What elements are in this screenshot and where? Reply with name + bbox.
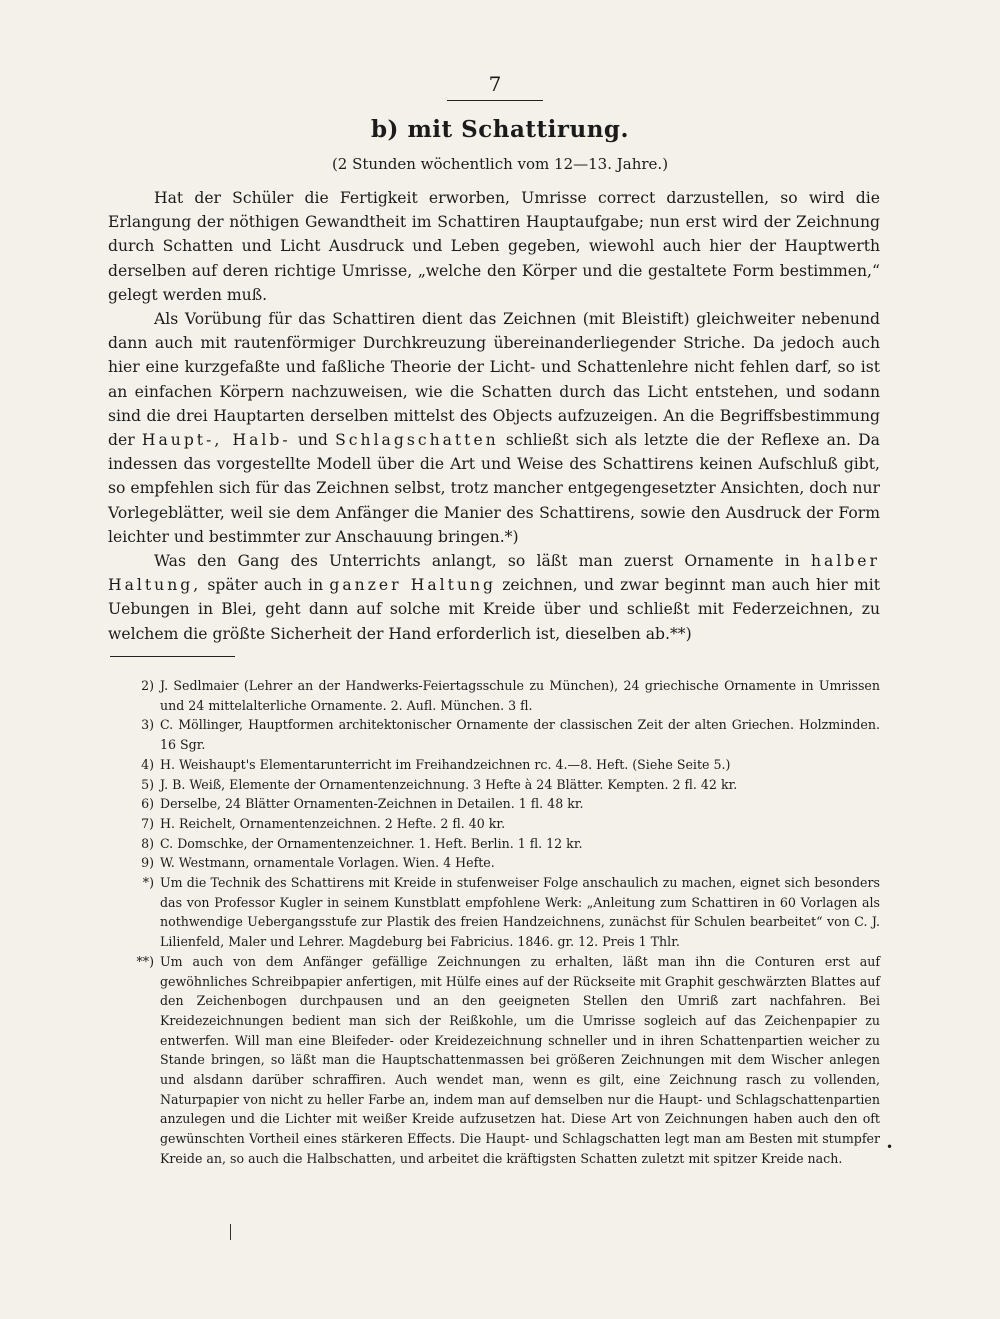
footnote-8 [110, 834, 880, 854]
term-ganzer-haltung: ganzer Haltung [329, 576, 497, 595]
footnote-mark: 9) [141, 855, 154, 871]
footnote-mark: 6) [141, 796, 154, 812]
footnote-text: Derselbe, 24 Blätter Ornamenten-Zeichnen in Detailen. 1 fl. 48 kr. [160, 796, 584, 812]
footnote-divider [110, 656, 235, 657]
paragraph-3-part-c: später auch in [207, 576, 324, 595]
footnote-mark: 7) [141, 815, 154, 831]
footnotes [110, 676, 880, 1169]
footnote-text: J. Sedlmaier (Lehrer an der Handwerks-Feiertagsschule zu München), 24 griechische Ornamente in Umrissen und 24 mittelalterliche Ornamente. 2. Aufl. München. 3 fl. [160, 678, 880, 713]
page-number: 7 [447, 72, 543, 101]
footnote-mark: 4) [141, 756, 154, 772]
term-halber-haltung: halber Haltung, [108, 552, 880, 595]
footnote-mark: 2) [141, 678, 154, 693]
footnote-mark: **) [136, 953, 154, 969]
footnote-text: C. Domschke, der Ornamentenzeichner. 1. Heft. Berlin. 1 fl. 12 kr. [160, 835, 583, 851]
footnote-9 [110, 853, 880, 873]
paragraph-2-part-a: Als Vorübung für das Schattiren dient das Zeichnen (mit Bleistift) gleichweiter nebenund dann auch mit rautenförmiger Durchkreuzung übereinanderliegender Striche. Da jedoch auch hier eine kurzgefaßte und faßliche Theorie der Licht- und Schattenlehre nicht fehlen darf, so ist an einfachen Körpern nachzuweisen, wie die Schatten durch das Licht entstehen, und sodann sind die drei Hauptarten derselben mittelst des Objects aufzuzeigen. An die Begriffsbestimmung der [108, 310, 880, 450]
footnote-mark: 3) [141, 717, 154, 733]
paragraph-3 [108, 549, 880, 646]
footnote-mark: 8) [141, 835, 154, 851]
paragraph-1: Hat der Schüler die Fertigkeit erworben, Umrisse correct darzustellen, so wird die Erlangung der nöthigen Gewandtheit im Schattiren Hauptaufgabe; nun erst wird der Zeichnung durch Schatten und Licht Ausdruck und Leben gegeben, wiewohl auch hier der Hauptwerth derselben auf deren richtige Umrisse, „welche den Körper und die gestaltete Form bestimmen,“ gelegt werden muß. [108, 189, 880, 304]
footnote-3 [110, 715, 880, 754]
footnote-text: Um auch von dem Anfänger gefällige Zeichnungen zu erhalten, läßt man ihn die Conturen erst auf gewöhnliches Schreibpapier anfertigen, mit Hülfe eines auf der Rückseite mit Graphit geschwärzten Blattes auf den Zeichenbogen durchpausen und an den geeigneten Stellen den Umriß zart nachfahren. Bei Kreidezeichnungen bedient man sich der Reißkohle, um die Umrisse sogleich auf das Zeichenpapier zu entwerfen. Will man eine Bleifeder- oder Kreidezeichnung schneller und in ihren Schattenpartien weicher zu Stande bringen, so läßt man die Hauptschattenmassen bei größeren Zeichnungen mit dem Wischer anlegen und alsdann darüber schraffiren. Auch wendet man, wenn es gilt, eine Zeichnung rasch zu vollenden, Naturpapier von nicht zu heller Farbe an, indem man auf demselben nur die Haupt- und Schlagschattenpartien anzulegen und die Lichter mit weißer Kreide aufzusetzen hat. Diese Art von Zeichnungen haben auch den oft gewünschten Vortheil eines stärkeren Effects. Die Haupt- und Schlagschatten legt man am Besten mit stumpfer Kreide an, so auch die Halbschatten, und arbeitet die kräftigsten Schatten zuletzt mit spitzer Kreide nach. [160, 953, 880, 1166]
footnote-text: W. Westmann, ornamentale Vorlagen. Wien. 4 Hefte. [160, 855, 495, 871]
paragraph-2-und: und [297, 431, 328, 450]
footnote-mark: 5) [141, 776, 154, 792]
body-text [108, 186, 880, 646]
footnote-text: J. B. Weiß, Elemente der Ornamentenzeichnung. 3 Hefte à 24 Blätter. Kempten. 2 fl. 42 kr. [160, 776, 738, 792]
section-subheading: (2 Stunden wöchentlich vom 12—13. Jahre.) [331, 155, 669, 173]
footnote-text: H. Reichelt, Ornamentenzeichnen. 2 Hefte. 2 fl. 40 kr. [160, 815, 506, 831]
paragraph-3-part-a: Was den Gang des Unterrichts anlangt, so läßt man zuerst Ornamente in [154, 552, 800, 571]
term-schlagschatten: Schlagschatten [335, 431, 499, 450]
paragraph-2 [108, 307, 880, 549]
footnote-2 [110, 676, 880, 715]
footnote-6 [110, 794, 880, 814]
footnote-text: H. Weishaupt's Elementarunterricht im Freihandzeichnen rc. 4.—8. Heft. (Siehe Seite 5.) [160, 756, 731, 772]
footnote-4 [110, 755, 880, 775]
footnote-mark: *) [142, 875, 154, 891]
term-haupt-halb: Haupt-, Halb- [141, 431, 291, 450]
footnote-7 [110, 814, 880, 834]
footnote-5 [110, 775, 880, 795]
footnote-text: C. Möllinger, Hauptformen architektonischer Ornamente der classischen Zeit der alten Griechen. Holzminden. 16 Sgr. [160, 717, 880, 753]
paragraph-3-part-e: zeichnen, und zwar beginnt man auch hier mit Uebungen in Blei, geht dann auf solche mit Kreide über und schließt mit Federzeichnen, zu welchem die größte Sicherheit der Hand erforderlich ist, dieselben ab.**) [108, 576, 880, 643]
paragraph-2-part-c: schließt sich als letzte die der Reflexe an. Da indessen das vorgestellte Modell über die Art und Weise des Schattirens keinen Aufschluß gibt, so empfehlen sich für das Zeichnen selbst, trotz mancher entgegengesetzter Ansichten, doch nur Vorlegeblätter, weil sie dem Anfänger die Manier des Schattirens, sowie den Ausdruck der Form leichter und bestimmter zur Anschauung bringen.*) [108, 431, 880, 546]
footnote-star [110, 873, 880, 952]
footnote-text: Um die Technik des Schattirens mit Kreide in stufenweiser Folge anschaulich zu machen, eignet sich besonders das von Professor Kugler in seinem Kunstblatt empfohlene Werk: „Anleitung zum Schattiren in 60 Vorlagen als nothwendige Uebergangsstufe zur Plastik des freien Handzeichnens, zunächst für Schulen bearbeitet“ von C. J. Lilienfeld, Maler und Lehrer. Magdeburg bei Fabricius. 1846. gr. 12. Preis 1 Thlr. [160, 875, 880, 950]
footnote-double-star [110, 952, 880, 1169]
scan-mark [230, 1224, 231, 1240]
margin-mark: • [886, 1140, 894, 1154]
section-heading: b) mit Schattirung. [370, 116, 630, 143]
